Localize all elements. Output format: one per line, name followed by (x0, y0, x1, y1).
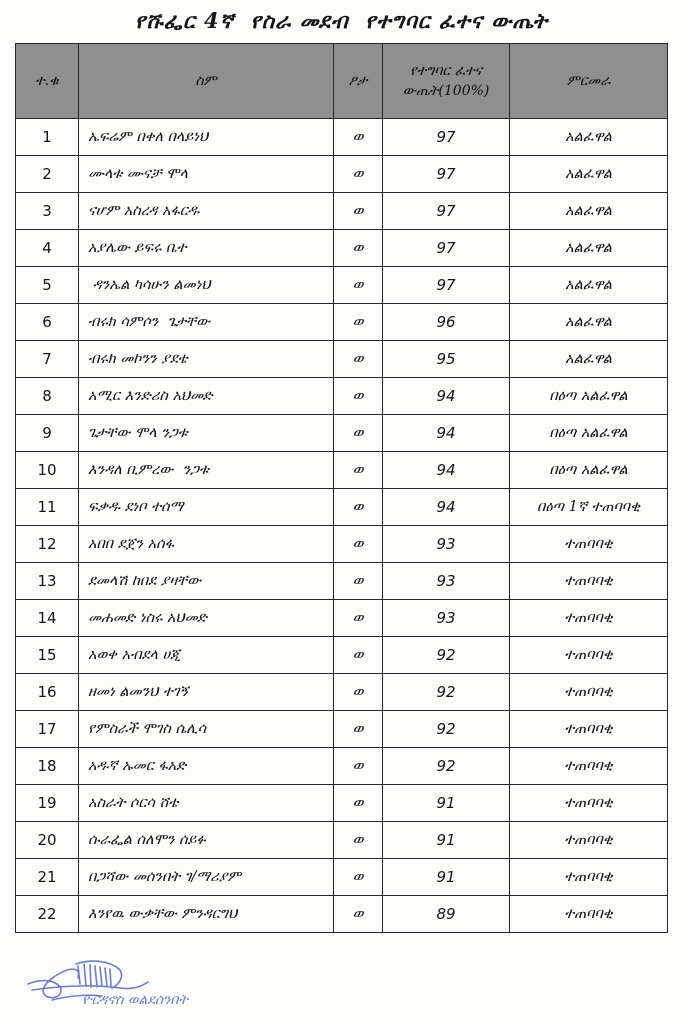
result-remark: ተጠባባቂ (510, 785, 668, 822)
candidate-sex: ወ (334, 711, 383, 748)
row-number: 5 (16, 267, 79, 304)
signature-name: ዮርዳኖስ ወልደሰንበት (82, 992, 188, 1008)
candidate-sex: ወ (334, 674, 383, 711)
candidate-sex: ወ (334, 859, 383, 896)
table-row (16, 230, 668, 267)
row-number: 4 (16, 230, 79, 267)
result-remark: አልፈዋል (510, 341, 668, 378)
exam-score: 92 (383, 637, 510, 674)
candidate-name: የምስራች ሞገስ ሴሊሳ (79, 711, 334, 748)
table-row (16, 711, 668, 748)
exam-score: 92 (383, 674, 510, 711)
table-row (16, 748, 668, 785)
candidate-sex: ወ (334, 230, 383, 267)
exam-score: 97 (383, 267, 510, 304)
row-number: 11 (16, 489, 79, 526)
candidate-sex: ወ (334, 748, 383, 785)
table-row (16, 785, 668, 822)
table-row (16, 415, 668, 452)
candidate-sex: ወ (334, 452, 383, 489)
exam-score: 97 (383, 193, 510, 230)
exam-score: 93 (383, 563, 510, 600)
table-row (16, 600, 668, 637)
candidate-name: ሙላቱ ሙናቻ ሞላ (79, 156, 334, 193)
candidate-name: ደመላሽ ከበደ ያዛቸው (79, 563, 334, 600)
row-number: 9 (16, 415, 79, 452)
row-number: 22 (16, 896, 79, 933)
candidate-sex: ወ (334, 156, 383, 193)
result-remark: ተጠባባቂ (510, 600, 668, 637)
candidate-name: አወቀ አብደላ ሀጂ (79, 637, 334, 674)
result-remark: ተጠባባቂ (510, 822, 668, 859)
exam-score: 97 (383, 156, 510, 193)
candidate-sex: ወ (334, 119, 383, 156)
candidate-sex: ወ (334, 193, 383, 230)
row-number: 3 (16, 193, 79, 230)
exam-score: 91 (383, 785, 510, 822)
candidate-sex: ወ (334, 489, 383, 526)
row-number: 2 (16, 156, 79, 193)
result-remark: በዕጣ አልፈዋል (510, 452, 668, 489)
column-header-name: ስም (79, 44, 334, 119)
row-number: 15 (16, 637, 79, 674)
candidate-sex: ወ (334, 822, 383, 859)
row-number: 19 (16, 785, 79, 822)
candidate-name: ዳንኤል ካሳሁን ልመነህ (79, 267, 334, 304)
row-number: 21 (16, 859, 79, 896)
row-number: 20 (16, 822, 79, 859)
table-row (16, 378, 668, 415)
candidate-name: ጌታቸው ሞላ ንጋቱ (79, 415, 334, 452)
candidate-name: ዘመነ ልመንህ ተገኝ (79, 674, 334, 711)
table-row (16, 674, 668, 711)
column-header-no: ተ.ቁ (16, 44, 79, 119)
result-remark: ተጠባባቂ (510, 896, 668, 933)
candidate-sex: ወ (334, 415, 383, 452)
result-remark: አልፈዋል (510, 193, 668, 230)
exam-score: 94 (383, 452, 510, 489)
header-row (16, 44, 668, 119)
candidate-sex: ወ (334, 637, 383, 674)
candidate-name: አያሌው ይፍሩ ቤተ (79, 230, 334, 267)
candidate-name: እንየዉ ውቃቸው ምንዳርግህ (79, 896, 334, 933)
result-remark: ተጠባባቂ (510, 637, 668, 674)
candidate-name: አዱኛ ኡመር ፋአድ (79, 748, 334, 785)
exam-score: 92 (383, 748, 510, 785)
table-row (16, 267, 668, 304)
exam-score: 94 (383, 489, 510, 526)
table-row (16, 526, 668, 563)
results-table (15, 43, 668, 933)
exam-score: 97 (383, 230, 510, 267)
exam-score: 91 (383, 859, 510, 896)
candidate-name: ሱራፌል ሰለሞን ሰይፉ (79, 822, 334, 859)
result-remark: አልፈዋል (510, 230, 668, 267)
candidate-sex: ወ (334, 341, 383, 378)
exam-score: 91 (383, 822, 510, 859)
row-number: 12 (16, 526, 79, 563)
candidate-sex: ወ (334, 600, 383, 637)
result-remark: በዕጣ አልፈዋል (510, 378, 668, 415)
candidate-sex: ወ (334, 563, 383, 600)
table-row (16, 859, 668, 896)
table-row (16, 563, 668, 600)
row-number: 18 (16, 748, 79, 785)
result-remark: ተጠባባቂ (510, 711, 668, 748)
table-row (16, 119, 668, 156)
candidate-name: ብሩክ ሳምሶን ጌታቸው (79, 304, 334, 341)
candidate-sex: ወ (334, 785, 383, 822)
table-row (16, 156, 668, 193)
result-remark: አልፈዋል (510, 267, 668, 304)
exam-score: 89 (383, 896, 510, 933)
candidate-name: ብሩክ መኮንን ያደቴ (79, 341, 334, 378)
row-number: 14 (16, 600, 79, 637)
table-row (16, 822, 668, 859)
candidate-name: አስራት ሶርሳ ሸቴ (79, 785, 334, 822)
table-row (16, 637, 668, 674)
row-number: 16 (16, 674, 79, 711)
exam-score: 93 (383, 600, 510, 637)
table-row (16, 489, 668, 526)
result-remark: ተጠባባቂ (510, 748, 668, 785)
candidate-name: ፍቃዱ ደነቦ ተሰማ (79, 489, 334, 526)
result-remark: አልፈዋል (510, 304, 668, 341)
result-remark: በዕጣ አልፈዋል (510, 415, 668, 452)
candidate-name: አበበ ደጀን አሰፋ (79, 526, 334, 563)
result-remark: አልፈዋል (510, 119, 668, 156)
row-number: 6 (16, 304, 79, 341)
candidate-name: መሐመድ ነስሩ አህመድ (79, 600, 334, 637)
exam-score: 93 (383, 526, 510, 563)
exam-score: 92 (383, 711, 510, 748)
table-row (16, 193, 668, 230)
result-remark: በዕጣ 1ኛ ተጠባባቂ (510, 489, 668, 526)
table-row (16, 341, 668, 378)
result-remark: ተጠባባቂ (510, 526, 668, 563)
result-remark: አልፈዋል (510, 156, 668, 193)
result-remark: ተጠባባቂ (510, 859, 668, 896)
candidate-name: በጋሻው መሰንበት ገ/ማሪያም (79, 859, 334, 896)
exam-score: 94 (383, 378, 510, 415)
column-header-remark: ምርመራ (510, 44, 668, 119)
row-number: 10 (16, 452, 79, 489)
candidate-sex: ወ (334, 526, 383, 563)
column-header-sex: ፆታ (334, 44, 383, 119)
exam-score: 96 (383, 304, 510, 341)
result-remark: ተጠባባቂ (510, 563, 668, 600)
table-row (16, 304, 668, 341)
candidate-name: ኤፍሬም በቀለ በላይነህ (79, 119, 334, 156)
result-remark: ተጠባባቂ (510, 674, 668, 711)
candidate-name: አሚር እንድሪስ አህመድ (79, 378, 334, 415)
row-number: 8 (16, 378, 79, 415)
row-number: 17 (16, 711, 79, 748)
row-number: 7 (16, 341, 79, 378)
column-header-score: የተግባር ፈተና ውጤት(100%) (383, 44, 510, 119)
candidate-sex: ወ (334, 267, 383, 304)
exam-score: 94 (383, 415, 510, 452)
candidate-name: ናሆም አስረዳ አፋርዱ (79, 193, 334, 230)
row-number: 13 (16, 563, 79, 600)
exam-score: 95 (383, 341, 510, 378)
table-row (16, 896, 668, 933)
candidate-sex: ወ (334, 378, 383, 415)
candidate-sex: ወ (334, 896, 383, 933)
page-title: የሹፌር 4ኛ የስራ መደብ የተግባር ፈተና ውጤት (135, 8, 548, 33)
candidate-sex: ወ (334, 304, 383, 341)
candidate-name: እንዳለ ቢምረው ንጋቱ (79, 452, 334, 489)
exam-score: 97 (383, 119, 510, 156)
table-row (16, 452, 668, 489)
row-number: 1 (16, 119, 79, 156)
